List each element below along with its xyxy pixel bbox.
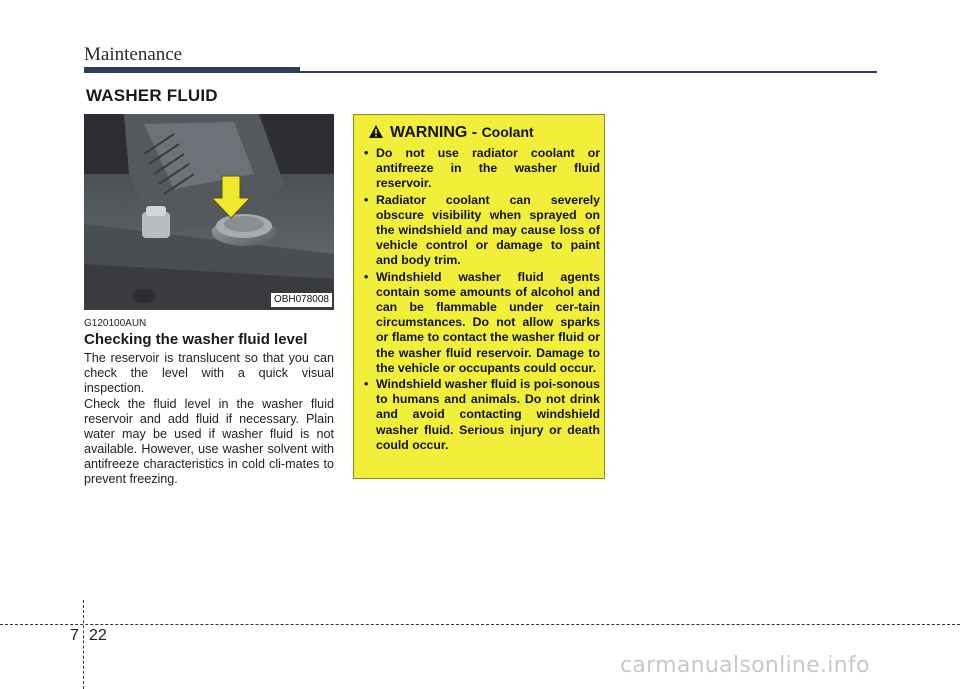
footer-divider [83, 600, 84, 689]
warning-item: • Radiator coolant can severely obscure visibility when sprayed on the windshield and may cause loss of vehicle control or damage to paint and body trim. [362, 193, 600, 269]
footer-rule [0, 624, 960, 625]
warning-label: WARNING - [390, 124, 478, 141]
paragraph: Check the fluid level in the washer fluid reservoir and add fluid if necessary. Plain water may be used if washer fluid is not available. However, use washer solvent with antifreeze characteristics in cold cli-mates to prevent freezing. [84, 397, 334, 486]
warning-item: • Do not use radiator coolant or antifreeze in the washer fluid reservoir. [362, 146, 600, 192]
warning-heading [390, 124, 534, 142]
warning-item: • Windshield washer fluid is poi-sonous to humans and animals. Do not drink and avoid contacting windshield washer fluid. Serious injury or death could occur. [362, 377, 600, 453]
watermark: carmanualsonline.info [620, 653, 870, 678]
page-number: 22 [89, 627, 107, 644]
section-title: WASHER FLUID [86, 86, 218, 105]
paragraph: The reservoir is translucent so that you can check the level with a quick visual inspection. [84, 351, 334, 395]
warning-topic: Coolant [481, 124, 534, 140]
subheading: Checking the washer fluid level [84, 331, 308, 348]
header-rule [300, 71, 877, 73]
warning-box [353, 114, 605, 479]
warning-triangle-icon [368, 124, 384, 139]
warning-item: • Windshield washer fluid agents contain some amounts of alcohol and can be flammable under cer-tain circumstances. Do not allow sparks or flame to contact the washer fluid or the washer fluid reservoir. Damage to the vehicle or occupants could occur. [362, 270, 600, 376]
warning-list [362, 146, 600, 454]
reference-code: G120100AUN [84, 318, 147, 329]
figure-code: OBH078008 [271, 293, 332, 307]
header-bar [84, 67, 300, 73]
header-title: Maintenance [84, 44, 183, 65]
engine-bay-photo [84, 114, 334, 310]
chapter-number: 7 [70, 627, 79, 644]
